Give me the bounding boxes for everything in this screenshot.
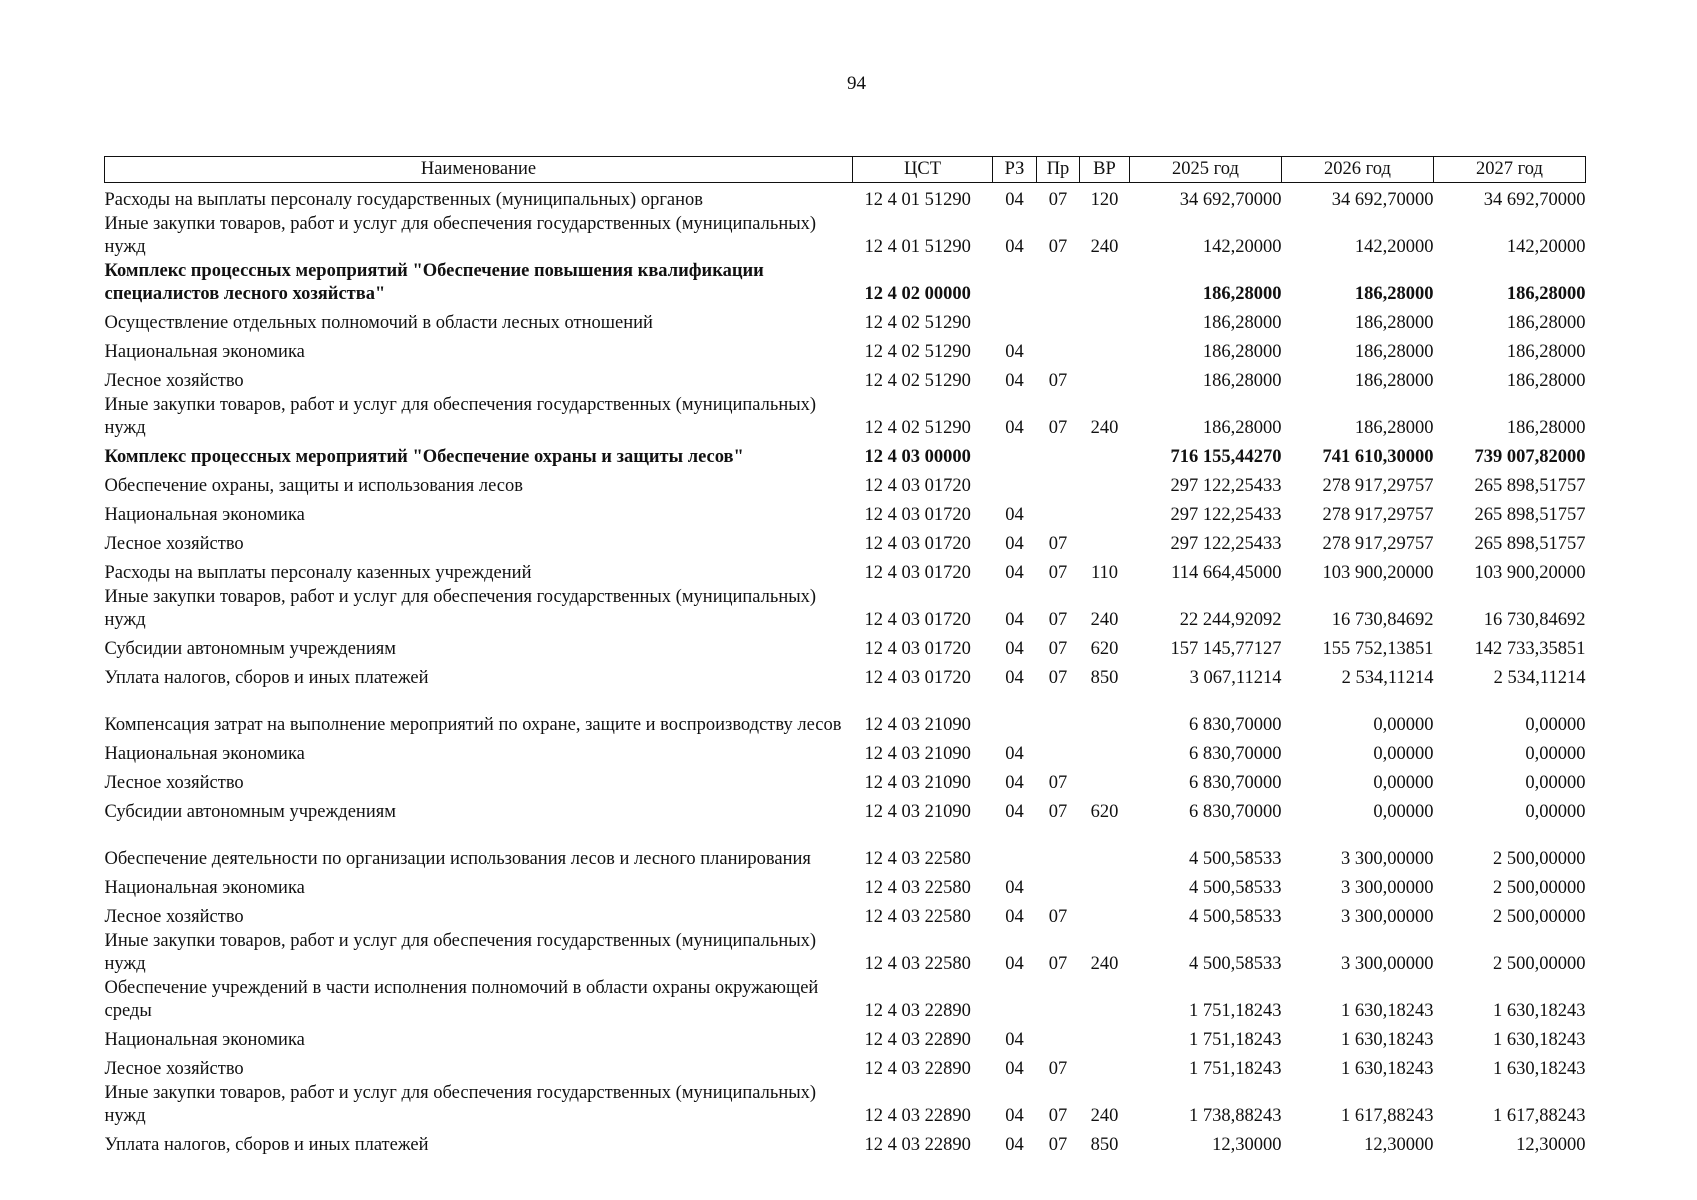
row-value-2027: 186,28000 (1506, 341, 1586, 362)
row-name: Комплекс процессных мероприятий "Обеспечение охраны и защиты лесов" (104, 446, 744, 467)
row-pr (1037, 690, 1080, 737)
row-value-2026: 278 917,29757 (1322, 475, 1434, 496)
row-rz: 04 (1005, 370, 1024, 391)
row-cst: 12 4 03 00000 (864, 446, 971, 467)
table-row (105, 335, 1586, 364)
row-value-2027: 142,20000 (1506, 236, 1586, 257)
row-rz: 04 (1005, 906, 1024, 927)
row-name: Национальная экономика (104, 341, 305, 362)
row-value-2027: 2 500,00000 (1493, 848, 1586, 869)
row-pr (1037, 976, 1080, 1023)
row-name: Осуществление отдельных полномочий в области лесных отношений (104, 312, 653, 333)
row-value-2026: 142,20000 (1354, 236, 1434, 257)
row-name: Обеспечение охраны, защиты и использования лесов (104, 475, 523, 496)
row-value-2026: 186,28000 (1354, 370, 1434, 391)
row-pr: 07 (1048, 562, 1068, 583)
row-cst: 12 4 01 51290 (864, 189, 971, 210)
row-value-2027: 265 898,51757 (1474, 533, 1586, 554)
row-cst: 12 4 03 22890 (864, 1134, 971, 1155)
table-row (105, 661, 1586, 690)
row-value-2025: 4 500,58533 (1189, 877, 1282, 898)
row-value-2027: 12,30000 (1516, 1134, 1586, 1155)
table-row (105, 900, 1586, 929)
row-vr: 850 (1090, 667, 1119, 688)
row-rz: 04 (1005, 236, 1024, 257)
row-value-2027: 103 900,20000 (1474, 562, 1586, 583)
row-rz: 04 (1005, 1058, 1024, 1079)
row-rz (993, 440, 1037, 469)
row-value-2025: 1 738,88243 (1189, 1105, 1282, 1126)
row-name: Национальная экономика (104, 743, 305, 764)
row-rz (993, 976, 1037, 1023)
row-value-2026: 186,28000 (1354, 283, 1434, 304)
row-name: Национальная экономика (104, 1029, 305, 1050)
row-vr: 120 (1090, 189, 1119, 210)
row-value-2025: 4 500,58533 (1189, 906, 1282, 927)
row-value-2027: 2 500,00000 (1493, 906, 1586, 927)
row-name: Иные закупки товаров, работ и услуг для обеспечения государственных (муниципальных) нужд (104, 394, 817, 438)
row-value-2025: 12,30000 (1212, 1134, 1282, 1155)
row-value-2027: 1 630,18243 (1493, 1029, 1586, 1050)
row-rz: 04 (1005, 562, 1024, 583)
row-value-2027: 2 534,11214 (1493, 667, 1586, 688)
row-vr: 620 (1090, 801, 1119, 822)
row-pr (1037, 306, 1080, 335)
row-cst: 12 4 03 22890 (864, 1000, 971, 1021)
row-rz: 04 (1005, 877, 1024, 898)
row-cst: 12 4 03 01720 (864, 609, 971, 630)
row-value-2027: 0,00000 (1525, 801, 1586, 822)
row-rz: 04 (1005, 1029, 1024, 1050)
row-rz: 04 (1005, 638, 1024, 659)
row-name: Расходы на выплаты персоналу государственных (муниципальных) органов (104, 189, 704, 210)
row-value-2027: 0,00000 (1525, 743, 1586, 764)
row-rz: 04 (1005, 772, 1024, 793)
row-pr: 07 (1048, 417, 1068, 438)
row-vr (1080, 766, 1130, 795)
row-rz (993, 690, 1037, 737)
table-row (105, 469, 1586, 498)
row-value-2025: 6 830,70000 (1189, 743, 1282, 764)
row-vr: 240 (1090, 953, 1119, 974)
row-value-2025: 4 500,58533 (1189, 953, 1282, 974)
row-value-2027: 1 617,88243 (1493, 1105, 1586, 1126)
row-vr (1080, 976, 1130, 1023)
row-vr (1080, 1023, 1130, 1052)
row-value-2025: 186,28000 (1202, 417, 1282, 438)
table-row (105, 393, 1586, 440)
row-vr (1080, 871, 1130, 900)
row-pr: 07 (1048, 189, 1068, 210)
row-value-2027: 186,28000 (1506, 417, 1586, 438)
row-cst: 12 4 03 01720 (864, 562, 971, 583)
row-name: Иные закупки товаров, работ и услуг для обеспечения государственных (муниципальных) нужд (104, 930, 817, 974)
row-pr: 07 (1048, 667, 1068, 688)
row-value-2025: 6 830,70000 (1189, 714, 1282, 735)
row-value-2027: 2 500,00000 (1493, 877, 1586, 898)
row-value-2025: 3 067,11214 (1189, 667, 1282, 688)
row-name: Иные закупки товаров, работ и услуг для обеспечения государственных (муниципальных) нужд (104, 213, 817, 257)
row-cst: 12 4 03 21090 (864, 772, 971, 793)
row-pr (1037, 259, 1080, 306)
row-vr: 240 (1090, 236, 1119, 257)
row-name: Лесное хозяйство (104, 533, 244, 554)
row-rz: 04 (1005, 189, 1024, 210)
table-row (105, 364, 1586, 393)
row-vr (1080, 335, 1130, 364)
row-value-2027: 1 630,18243 (1493, 1000, 1586, 1021)
row-cst: 12 4 03 22580 (864, 953, 971, 974)
table-row (105, 737, 1586, 766)
row-name: Иные закупки товаров, работ и услуг для обеспечения государственных (муниципальных) нужд (104, 586, 817, 630)
table-row (105, 795, 1586, 824)
table-row (105, 585, 1586, 632)
row-cst: 12 4 02 51290 (864, 312, 971, 333)
row-value-2027: 265 898,51757 (1474, 475, 1586, 496)
table-row (105, 976, 1586, 1023)
row-vr (1080, 440, 1130, 469)
row-rz (993, 824, 1037, 871)
row-pr: 07 (1048, 370, 1068, 391)
row-value-2026: 155 752,13851 (1322, 638, 1434, 659)
row-rz: 04 (1005, 1105, 1024, 1126)
row-name: Лесное хозяйство (104, 906, 244, 927)
row-cst: 12 4 03 01720 (864, 475, 971, 496)
row-rz: 04 (1005, 417, 1024, 438)
row-rz: 04 (1005, 504, 1024, 525)
row-vr: 240 (1090, 1105, 1119, 1126)
row-value-2025: 186,28000 (1202, 370, 1282, 391)
row-value-2027: 186,28000 (1506, 283, 1586, 304)
header-2025: 2025 год (1130, 157, 1282, 183)
row-value-2026: 0,00000 (1373, 772, 1434, 793)
row-value-2026: 3 300,00000 (1341, 906, 1434, 927)
table-row (105, 824, 1586, 871)
row-name: Обеспечение учреждений в части исполнения полномочий в области охраны окружающей среды (104, 977, 819, 1021)
row-cst: 12 4 03 01720 (864, 504, 971, 525)
row-pr (1037, 440, 1080, 469)
row-value-2025: 1 751,18243 (1189, 1000, 1282, 1021)
row-vr (1080, 259, 1130, 306)
table-header-row (105, 157, 1586, 183)
row-name: Лесное хозяйство (104, 370, 244, 391)
row-pr: 07 (1048, 1105, 1068, 1126)
row-value-2025: 142,20000 (1202, 236, 1282, 257)
row-rz (993, 306, 1037, 335)
row-name: Национальная экономика (104, 504, 305, 525)
row-rz: 04 (1005, 609, 1024, 630)
row-value-2025: 6 830,70000 (1189, 772, 1282, 793)
row-value-2025: 157 145,77127 (1170, 638, 1282, 659)
row-value-2027: 0,00000 (1525, 772, 1586, 793)
row-value-2026: 16 730,84692 (1331, 609, 1434, 630)
row-value-2026: 278 917,29757 (1322, 504, 1434, 525)
row-value-2026: 2 534,11214 (1341, 667, 1434, 688)
row-cst: 12 4 01 51290 (864, 236, 971, 257)
row-value-2026: 1 630,18243 (1341, 1029, 1434, 1050)
row-value-2026: 1 630,18243 (1341, 1000, 1434, 1021)
row-cst: 12 4 03 22890 (864, 1058, 971, 1079)
row-vr: 620 (1090, 638, 1119, 659)
row-name: Компенсация затрат на выполнение мероприятий по охране, защите и воспроизводству лесов (104, 714, 842, 735)
row-name: Комплекс процессных мероприятий "Обеспечение повышения квалификации специалистов лесного хозяйства" (104, 260, 764, 304)
row-name: Субсидии автономным учреждениям (104, 638, 396, 659)
row-rz: 04 (1005, 1134, 1024, 1155)
table-row (105, 306, 1586, 335)
row-value-2025: 1 751,18243 (1189, 1029, 1282, 1050)
row-value-2026: 186,28000 (1354, 312, 1434, 333)
row-pr (1037, 469, 1080, 498)
table-row (105, 556, 1586, 585)
row-cst: 12 4 02 51290 (864, 341, 971, 362)
row-value-2026: 1 630,18243 (1341, 1058, 1434, 1079)
row-value-2025: 4 500,58533 (1189, 848, 1282, 869)
row-value-2026: 0,00000 (1373, 743, 1434, 764)
row-vr: 240 (1090, 609, 1119, 630)
table-row (105, 527, 1586, 556)
row-vr (1080, 690, 1130, 737)
row-value-2025: 22 244,92092 (1179, 609, 1282, 630)
row-value-2026: 186,28000 (1354, 341, 1434, 362)
row-value-2027: 34 692,70000 (1483, 189, 1586, 210)
row-rz: 04 (1005, 667, 1024, 688)
header-vr: ВР (1080, 157, 1130, 183)
row-value-2025: 186,28000 (1202, 283, 1282, 304)
row-value-2027: 142 733,35851 (1474, 638, 1586, 659)
row-cst: 12 4 03 22580 (864, 906, 971, 927)
row-cst: 12 4 03 22890 (864, 1105, 971, 1126)
row-value-2027: 1 630,18243 (1493, 1058, 1586, 1079)
row-pr: 07 (1048, 609, 1068, 630)
table-body (105, 183, 1586, 1157)
header-cst: ЦСТ (853, 157, 993, 183)
row-vr (1080, 364, 1130, 393)
row-cst: 12 4 03 22580 (864, 877, 971, 898)
row-cst: 12 4 03 22580 (864, 848, 971, 869)
row-vr (1080, 469, 1130, 498)
budget-table (104, 156, 1586, 1157)
row-value-2027: 0,00000 (1525, 714, 1586, 735)
row-cst: 12 4 03 21090 (864, 801, 971, 822)
table-row (105, 871, 1586, 900)
row-value-2025: 114 664,45000 (1171, 562, 1282, 583)
row-rz: 04 (1005, 533, 1024, 554)
row-pr (1037, 737, 1080, 766)
table-row (105, 766, 1586, 795)
row-vr: 240 (1090, 417, 1119, 438)
row-pr: 07 (1048, 236, 1068, 257)
row-name: Лесное хозяйство (104, 772, 244, 793)
row-pr: 07 (1048, 533, 1068, 554)
table-row (105, 498, 1586, 527)
row-value-2026: 741 610,30000 (1322, 446, 1434, 467)
row-value-2026: 103 900,20000 (1322, 562, 1434, 583)
row-value-2027: 16 730,84692 (1483, 609, 1586, 630)
row-value-2025: 297 122,25433 (1170, 533, 1282, 554)
row-cst: 12 4 03 01720 (864, 533, 971, 554)
header-pr: Пр (1037, 157, 1080, 183)
row-value-2026: 0,00000 (1373, 801, 1434, 822)
page-number: 94 (847, 73, 866, 94)
row-value-2025: 6 830,70000 (1189, 801, 1282, 822)
row-vr (1080, 737, 1130, 766)
header-2027: 2027 год (1434, 157, 1586, 183)
row-value-2025: 1 751,18243 (1189, 1058, 1282, 1079)
table-row (105, 183, 1586, 212)
row-vr (1080, 1052, 1130, 1081)
row-name: Расходы на выплаты персоналу казенных учреждений (104, 562, 532, 583)
row-vr (1080, 498, 1130, 527)
row-pr (1037, 498, 1080, 527)
row-value-2025: 716 155,44270 (1170, 446, 1282, 467)
row-value-2026: 3 300,00000 (1341, 953, 1434, 974)
table-row (105, 1023, 1586, 1052)
row-cst: 12 4 03 22890 (864, 1029, 971, 1050)
row-value-2026: 3 300,00000 (1341, 877, 1434, 898)
table-row (105, 440, 1586, 469)
table-row (105, 259, 1586, 306)
row-rz: 04 (1005, 801, 1024, 822)
row-value-2027: 739 007,82000 (1474, 446, 1586, 467)
row-vr (1080, 306, 1130, 335)
row-pr (1037, 335, 1080, 364)
row-cst: 12 4 02 51290 (864, 417, 971, 438)
table-row (105, 632, 1586, 661)
table-row (105, 1052, 1586, 1081)
row-rz (993, 259, 1037, 306)
row-vr: 110 (1090, 562, 1119, 583)
row-name: Национальная экономика (104, 877, 305, 898)
table-row (105, 690, 1586, 737)
table-row (105, 212, 1586, 259)
row-value-2026: 12,30000 (1364, 1134, 1434, 1155)
row-pr: 07 (1048, 1134, 1068, 1155)
row-pr (1037, 871, 1080, 900)
row-rz: 04 (1005, 953, 1024, 974)
row-value-2027: 2 500,00000 (1493, 953, 1586, 974)
row-value-2027: 265 898,51757 (1474, 504, 1586, 525)
header-rz: РЗ (993, 157, 1037, 183)
row-cst: 12 4 02 51290 (864, 370, 971, 391)
row-name: Уплата налогов, сборов и иных платежей (104, 1134, 429, 1155)
row-value-2025: 186,28000 (1202, 341, 1282, 362)
row-vr: 850 (1090, 1134, 1119, 1155)
table-row (105, 929, 1586, 976)
row-rz: 04 (1005, 341, 1024, 362)
row-name: Обеспечение деятельности по организации использования лесов и лесного планирования (104, 848, 811, 869)
row-cst: 12 4 03 01720 (864, 667, 971, 688)
row-cst: 12 4 03 21090 (864, 714, 971, 735)
row-cst: 12 4 03 01720 (864, 638, 971, 659)
row-name: Лесное хозяйство (104, 1058, 244, 1079)
row-value-2026: 186,28000 (1354, 417, 1434, 438)
row-value-2027: 186,28000 (1506, 370, 1586, 391)
row-pr: 07 (1048, 801, 1068, 822)
row-name: Уплата налогов, сборов и иных платежей (104, 667, 429, 688)
row-name: Иные закупки товаров, работ и услуг для обеспечения государственных (муниципальных) нужд (104, 1082, 817, 1126)
row-rz: 04 (1005, 743, 1024, 764)
header-name: Наименование (105, 157, 853, 183)
row-vr (1080, 900, 1130, 929)
row-value-2026: 3 300,00000 (1341, 848, 1434, 869)
row-value-2025: 186,28000 (1202, 312, 1282, 333)
row-vr (1080, 824, 1130, 871)
row-value-2026: 278 917,29757 (1322, 533, 1434, 554)
table-row (105, 1128, 1586, 1157)
row-value-2025: 297 122,25433 (1170, 475, 1282, 496)
row-value-2026: 0,00000 (1373, 714, 1434, 735)
row-pr: 07 (1048, 772, 1068, 793)
header-2026: 2026 год (1282, 157, 1434, 183)
row-pr: 07 (1048, 1058, 1068, 1079)
row-rz (993, 469, 1037, 498)
row-value-2026: 34 692,70000 (1331, 189, 1434, 210)
row-vr (1080, 527, 1130, 556)
row-value-2025: 297 122,25433 (1170, 504, 1282, 525)
row-cst: 12 4 02 00000 (864, 283, 971, 304)
row-pr: 07 (1048, 906, 1068, 927)
row-value-2026: 1 617,88243 (1341, 1105, 1434, 1126)
row-pr: 07 (1048, 953, 1068, 974)
row-value-2025: 34 692,70000 (1179, 189, 1282, 210)
table-row (105, 1081, 1586, 1128)
row-value-2027: 186,28000 (1506, 312, 1586, 333)
row-name: Субсидии автономным учреждениям (104, 801, 396, 822)
row-pr: 07 (1048, 638, 1068, 659)
row-pr (1037, 1023, 1080, 1052)
row-pr (1037, 824, 1080, 871)
row-cst: 12 4 03 21090 (864, 743, 971, 764)
